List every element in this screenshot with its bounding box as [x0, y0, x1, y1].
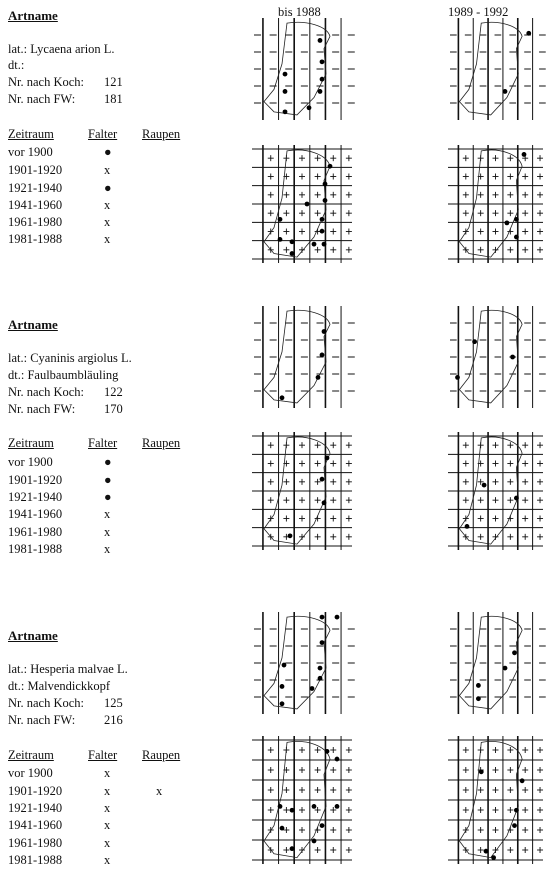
table-row-falter: x	[104, 542, 111, 556]
occurrence-dot	[290, 846, 295, 851]
occurrence-dot	[522, 152, 527, 157]
occurrence-dot	[325, 749, 330, 754]
occurrence-dot	[323, 182, 328, 187]
table-row-falter: ●	[104, 490, 112, 504]
occurrence-dot	[312, 242, 317, 247]
koch-line	[8, 76, 84, 89]
occurrence-dot	[455, 375, 460, 380]
lat-line	[8, 663, 128, 676]
table-row-falter: ●	[104, 473, 112, 487]
occurrence-dot	[325, 456, 330, 461]
table-row-zeitraum: 1981-1988	[8, 232, 63, 246]
table-header-zeitraum: Zeitraum	[8, 127, 54, 141]
occurrence-dot	[280, 395, 285, 400]
occurrence-dot	[491, 855, 496, 860]
grid-map	[252, 18, 352, 120]
table-row-falter: x	[104, 198, 111, 212]
occurrence-dot	[278, 237, 283, 242]
occurrence-dot	[318, 666, 323, 671]
occurrence-dot	[320, 229, 325, 234]
table-header-raupen: Raupen	[142, 127, 181, 141]
fw-value: 216	[104, 713, 123, 727]
grid-map	[448, 612, 543, 714]
koch-value: 125	[104, 696, 123, 710]
table-row-zeitraum: vor 1900	[8, 455, 53, 469]
dt-line	[8, 59, 24, 72]
occurrence-dot	[288, 533, 293, 538]
occurrence-dot	[335, 615, 340, 620]
koch-value: 121	[104, 75, 123, 89]
occurrence-dot	[320, 77, 325, 82]
occurrence-dot	[318, 38, 323, 43]
table-row-falter: x	[104, 801, 111, 815]
occurrence-dot	[305, 202, 310, 207]
occurrence-dot	[320, 477, 325, 482]
occurrence-dot	[514, 808, 519, 813]
occurrence-dot	[484, 849, 489, 854]
table-row-falter: x	[104, 163, 111, 177]
occurrence-dot	[320, 640, 325, 645]
fw-line	[8, 403, 75, 416]
occurrence-dot	[323, 198, 328, 203]
occurrence-dot	[290, 808, 295, 813]
table-header-zeitraum: Zeitraum	[8, 436, 54, 450]
table-row-falter: x	[104, 525, 111, 539]
table-row-zeitraum: 1981-1988	[8, 853, 63, 867]
occurrence-dot	[328, 164, 333, 169]
dt-prefix: dt.:	[8, 368, 25, 382]
occurrence-dot	[322, 242, 327, 247]
fw-prefix: Nr. nach FW:	[8, 713, 76, 727]
occurrence-dot	[479, 769, 484, 774]
table-row-falter: ●	[104, 455, 112, 469]
dt-prefix: dt.:	[8, 58, 25, 72]
koch-prefix: Nr. nach Koch:	[8, 75, 85, 89]
table-header-zeitraum: Zeitraum	[8, 748, 54, 762]
detail-grid-map	[252, 145, 352, 263]
occurrence-dot	[318, 89, 323, 94]
grid-map	[252, 306, 352, 408]
detail-grid-map	[252, 736, 352, 864]
table-header-falter: Falter	[88, 748, 118, 762]
lat-prefix: lat.:	[8, 662, 28, 676]
fw-prefix: Nr. nach FW:	[8, 92, 76, 106]
koch-value: 122	[104, 385, 123, 399]
table-row-falter: x	[104, 784, 111, 798]
fw-line	[8, 714, 75, 727]
table-row-zeitraum: 1921-1940	[8, 801, 63, 815]
lat-name: Hesperia malvae L.	[30, 662, 128, 676]
occurrence-dot	[320, 217, 325, 222]
dt-line	[8, 680, 110, 693]
occurrence-dot	[312, 839, 317, 844]
fw-value: 181	[104, 92, 123, 106]
occurrence-dot	[283, 109, 288, 114]
column-header-bis-1988: bis 1988	[278, 5, 321, 19]
table-row-zeitraum: 1921-1940	[8, 490, 63, 504]
table-row-zeitraum: 1941-1960	[8, 507, 63, 521]
occurrence-dot	[335, 757, 340, 762]
table-row-zeitraum: vor 1900	[8, 766, 53, 780]
detail-grid-map	[448, 145, 543, 263]
occurrence-dot	[320, 59, 325, 64]
occurrence-dot	[280, 684, 285, 689]
occurrence-dot	[283, 72, 288, 77]
dt-name: Faulbaumbläuling	[27, 368, 119, 382]
occurrence-dot	[307, 105, 312, 110]
occurrence-dot	[318, 676, 323, 681]
fw-line	[8, 93, 75, 106]
occurrence-dot	[320, 353, 325, 358]
occurrence-dot	[335, 804, 340, 809]
table-row-zeitraum: vor 1900	[8, 145, 53, 159]
occurrence-dot	[476, 696, 481, 701]
occurrence-dot	[526, 31, 531, 36]
table-row-zeitraum: 1941-1960	[8, 818, 63, 832]
occurrence-dot	[520, 778, 525, 783]
dt-name: Malvendickkopf	[27, 679, 111, 693]
occurrence-dot	[283, 89, 288, 94]
detail-grid-map	[448, 432, 543, 550]
table-header-falter: Falter	[88, 127, 118, 141]
table-row-falter: x	[104, 232, 111, 246]
table-row-zeitraum: 1961-1980	[8, 836, 63, 850]
dt-prefix: dt.:	[8, 679, 25, 693]
table-header-falter: Falter	[88, 436, 118, 450]
occurrence-dot	[512, 823, 517, 828]
column-header-1989-1992: 1989 - 1992	[448, 5, 509, 19]
occurrence-dot	[290, 239, 295, 244]
occurrence-dot	[503, 666, 508, 671]
table-row-zeitraum: 1941-1960	[8, 198, 63, 212]
koch-line	[8, 386, 84, 399]
occurrence-dot	[278, 804, 283, 809]
table-header-raupen: Raupen	[142, 748, 181, 762]
occurrence-dot	[322, 329, 327, 334]
occurrence-dot	[514, 235, 519, 240]
table-row-zeitraum: 1921-1940	[8, 181, 63, 195]
occurrence-dot	[514, 217, 519, 222]
occurrence-dot	[320, 823, 325, 828]
grid-map	[448, 306, 543, 408]
table-row-zeitraum: 1901-1920	[8, 163, 63, 177]
occurrence-dot	[320, 615, 325, 620]
occurrence-dot	[316, 375, 321, 380]
table-row-falter: x	[104, 836, 111, 850]
table-row-falter: x	[104, 507, 111, 521]
detail-grid-map	[448, 736, 543, 864]
occurrence-dot	[312, 804, 317, 809]
occurrence-dot	[476, 683, 481, 688]
koch-prefix: Nr. nach Koch:	[8, 385, 85, 399]
occurrence-dot	[503, 89, 508, 94]
table-row-zeitraum: 1961-1980	[8, 215, 63, 229]
occurrence-dot	[322, 500, 327, 505]
grid-map	[252, 612, 352, 714]
table-row-falter: x	[104, 766, 111, 780]
lat-line	[8, 352, 132, 365]
occurrence-dot	[482, 483, 487, 488]
table-row-zeitraum: 1901-1920	[8, 473, 63, 487]
occurrence-dot	[280, 701, 285, 706]
species-heading: Artname	[8, 628, 58, 643]
table-row-falter: x	[104, 215, 111, 229]
occurrence-dot	[282, 663, 287, 668]
occurrence-dot	[465, 524, 470, 529]
table-row-raupen: x	[156, 784, 163, 798]
lat-name: Lycaena arion L.	[30, 42, 115, 56]
occurrence-dot	[512, 650, 517, 655]
species-heading: Artname	[8, 8, 58, 23]
table-row-falter: ●	[104, 145, 112, 159]
table-row-zeitraum: 1981-1988	[8, 542, 63, 556]
grid-map	[448, 18, 543, 120]
occurrence-dot	[505, 220, 510, 225]
occurrence-dot	[278, 217, 283, 222]
table-header-raupen: Raupen	[142, 436, 181, 450]
koch-line	[8, 697, 84, 710]
lat-prefix: lat.:	[8, 42, 28, 56]
koch-prefix: Nr. nach Koch:	[8, 696, 85, 710]
fw-prefix: Nr. nach FW:	[8, 402, 76, 416]
occurrence-dot	[310, 686, 315, 691]
occurrence-dot	[280, 826, 285, 831]
lat-prefix: lat.:	[8, 351, 28, 365]
dt-line	[8, 369, 118, 382]
detail-grid-map	[252, 432, 352, 550]
lat-line	[8, 43, 115, 56]
species-heading: Artname	[8, 317, 58, 332]
occurrence-dot	[510, 355, 515, 360]
occurrence-dot	[472, 339, 477, 344]
table-row-falter: x	[104, 853, 111, 867]
table-row-zeitraum: 1901-1920	[8, 784, 63, 798]
occurrence-dot	[290, 251, 295, 256]
fw-value: 170	[104, 402, 123, 416]
occurrence-dot	[514, 496, 519, 501]
lat-name: Cyaninis argiolus L.	[30, 351, 132, 365]
table-row-falter: x	[104, 818, 111, 832]
table-row-falter: ●	[104, 181, 112, 195]
table-row-zeitraum: 1961-1980	[8, 525, 63, 539]
